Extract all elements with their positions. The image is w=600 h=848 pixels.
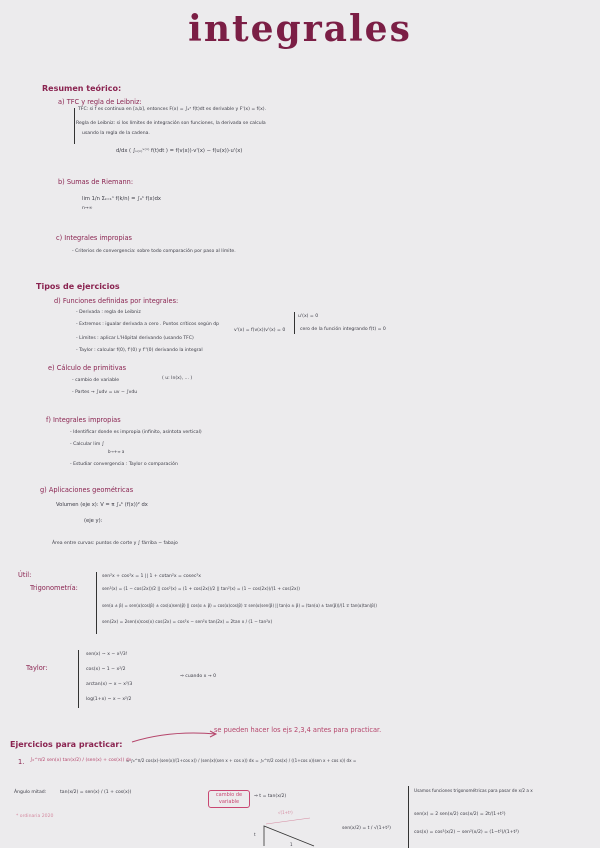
f-heading: f) Integrales impropias: [46, 416, 121, 424]
f-item-2: - Estudiar convergencia : Taylor o comparación: [70, 462, 178, 467]
right-line2: cos(x) = cos²(x/2) − sen²(x/2) = (1−t²)/(1+t²): [414, 830, 519, 835]
trig-0: sen²x + cos²x = 1 || 1 + cotan²x = cosec²x: [102, 574, 201, 579]
taylor-label: Taylor:: [26, 664, 48, 672]
e-item-0: - cambio de variable: [72, 378, 120, 383]
cambio-eq: ⇒ t = tan(x/2): [254, 794, 287, 799]
taylor-note: ⇒ cuando x → 0: [180, 674, 217, 679]
d-cond-2: v'(x) = f(v(x))v'(x) = 0: [234, 328, 286, 333]
g-heading: g) Aplicaciones geométricas: [40, 486, 134, 494]
util-heading: Útil:: [18, 571, 32, 579]
trig-label: Trigonometría:: [30, 584, 78, 592]
triangle-formula: sen(x/2) = t / √(1+t²): [342, 826, 391, 831]
d-item-2: - Límites : aplicar L'Hôpital derivando (usando TFC): [76, 336, 194, 341]
tfc-line3: usando la regla de la cadena.: [82, 131, 150, 136]
angulo-formula: tan(x/2) = sen(x) / (1 + cos(x)): [60, 790, 132, 795]
curved-arrow-icon: [130, 728, 220, 746]
d-cond-3: cero de la función integrando f(t) = 0: [300, 327, 386, 332]
triangle-diagram: [258, 816, 318, 848]
taylor-1: cos(x) ~ 1 − x²/2: [86, 667, 126, 672]
g-vol-y: (eje y):: [84, 518, 103, 524]
impropias-line1: - Criterios de convergencia: sobre todo comparación por paso al límite.: [72, 249, 236, 254]
f-item-1: - Calcular lim ∫: [70, 442, 105, 447]
riemann-limit: n→∞: [82, 206, 93, 211]
tfc-line1: TFC: si f es continua en [a,b], entonces F(x) = ∫ₐˣ f(t)dt es derivable y F'(x) = f(x).: [78, 107, 267, 112]
right-line1: sen(x) = 2 sen(x/2) cos(x/2) = 2t/(1+t²): [414, 812, 506, 817]
ej1-number: 1.: [18, 758, 25, 766]
ej1-step1: = ∫₀^π/2 cos(x)·(sen(x)/(1+cos x)) / (sen(x)(sen x + cos x)) dx = ∫₀^π/2 cos(x) / ((1+cos x)(sen x + cos x)) dx =: [126, 758, 357, 763]
ordinaria-label: * ordinaria 2020: [16, 814, 54, 819]
trig-1: sen²(x) = (1 − cos(2x))/2 || cos²(x) = (1 + cos(2x))/2 || tan²(x) = (1 − cos(2x))/(1 + cos(2x)): [102, 587, 300, 592]
riemann-formula: lim 1/n Σₖ₌₁ⁿ f(k/n) = ∫₀¹ f(x)dx: [82, 196, 161, 202]
d-heading: d) Funciones definidas por integrales:: [54, 297, 179, 305]
triangle-side: t: [254, 832, 256, 837]
right-bracket: [408, 786, 409, 848]
taylor-2: arctan(x) ~ x − x³/3: [86, 682, 133, 687]
leibniz-formula: d/dx ( ∫ᵤ₍ₓ₎ᵛ⁽ˣ⁾ f(t)dt ) = f(v(x))·v'(x) − f(u(x))·u'(x): [116, 148, 243, 154]
f-lim-sub: b→+∞ a: [108, 449, 125, 454]
resumen-heading: Resumen teórico:: [42, 84, 122, 93]
d-cond-1: u'(x) = 0: [298, 314, 319, 319]
riemann-heading: b) Sumas de Riemann:: [58, 178, 134, 186]
tipos-heading: Tipos de ejercicios: [36, 282, 120, 291]
ejercicios-heading: Ejercicios para practicar:: [10, 740, 123, 749]
g-area: Área entre curvas: puntos de corte y ∫ fárriba − fabajo: [52, 541, 178, 546]
e-heading: e) Cálculo de primitivas: [48, 364, 127, 372]
trig-bracket: [96, 572, 97, 634]
d-item-0: - Derivada : regla de Leibniz: [76, 310, 141, 315]
cambio-variable-box: cambio de variable: [208, 790, 250, 808]
tfc-heading: a) TFC y regla de Leibniz:: [58, 98, 142, 106]
ejercicios-note: se pueden hacer los ejs 2,3,4 antes para practicar.: [214, 726, 382, 734]
taylor-bracket: [78, 650, 79, 708]
triangle-base: 1: [290, 842, 293, 847]
ej1-integral: ∫₀^π/2 sen(x) tan(x/2) / (sen(x) + cos(x)) dx: [30, 758, 132, 763]
f-item-0: - Identificar donde es impropia (infinito, asíntota vertical): [70, 430, 202, 435]
e-item-1: - Partes → ∫udv = uv − ∫vdu: [72, 390, 138, 395]
g-vol-x: Volumen (eje x): V = π ∫ₐᵇ (f(x))² dx: [56, 502, 148, 508]
tfc-line2: Regla de Leibniz: si los límites de integración son funciones, la derivada se calcula: [76, 121, 266, 126]
taylor-0: sen(x) ~ x − x³/3!: [86, 652, 128, 657]
trig-3: sen(2x) = 2sen(x)cos(x) cos(2x) = cos²x − sen²x tan(2x) = 2tan x / (1 − tan²x): [102, 620, 273, 625]
trig-2: sen(α ± β) = sen(α)cos(β) ± cos(α)sen(β) || cos(α ± β) = cos(α)cos(β) ∓ sen(α)sen(β) || tan(α ± β) = (tan(α) ± tan(β))/(1 ∓ tan(α)tan(β)): [102, 603, 377, 608]
tfc-bracket: [74, 108, 75, 144]
right-note: Usamos funciones trigonométricas para pasar de x/2 a x: [414, 788, 533, 793]
impropias-heading: c) Integrales impropias: [56, 234, 132, 242]
d-item-1: - Extremos : igualar derivada a cero . Puntos críticos según dp: [76, 322, 220, 327]
e-cv-note: ( u: ln(x), ... ): [162, 376, 193, 381]
d-item-3: - Taylor : calcular f(0), f'(0) y f''(0) derivando la integral: [76, 348, 203, 353]
taylor-3: log(1+x) ~ x − x²/2: [86, 697, 132, 702]
d-cond-bracket: [294, 312, 295, 334]
angulo-label: Ángulo mitad:: [14, 790, 47, 795]
triangle-hyp: √(1+t²): [278, 810, 293, 815]
page-title: integrales: [188, 8, 412, 50]
